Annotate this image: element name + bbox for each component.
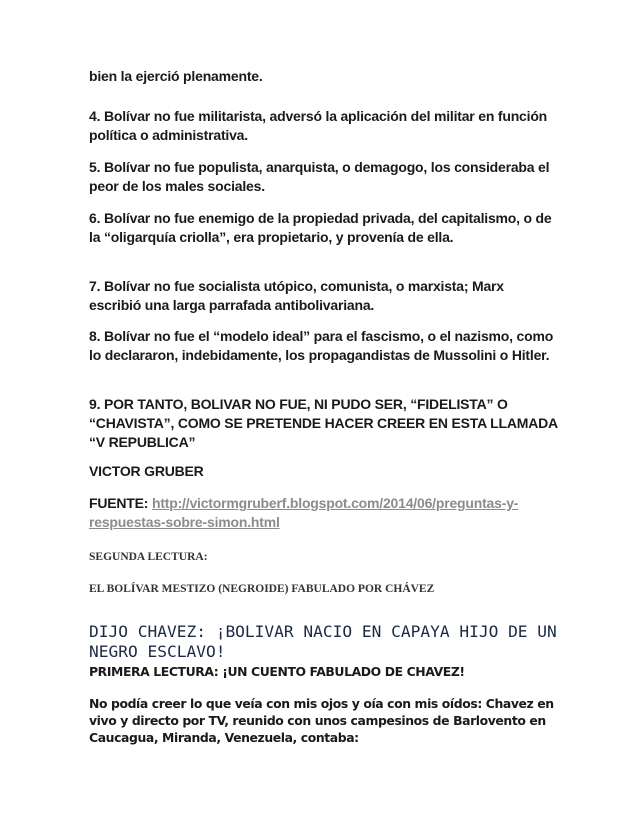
point-7-paragraph: 7. Bolívar no fue socialista utópico, comunista, o marxista; Marx escribió una larga parrafada antibolivariana. — [89, 278, 504, 313]
point-5-paragraph: 5. Bolívar no fue populista, anarquista, o demagogo, los consideraba el peor de los males sociales. — [89, 159, 550, 194]
source-link[interactable]: http://victormgruberf.blogspot.com/2014/06/preguntas-y-respuestas-sobre-simon.html — [89, 495, 519, 530]
second-reading-label: SEGUNDA LECTURA: — [89, 551, 208, 563]
source-label: FUENTE: — [89, 495, 149, 511]
point-8-paragraph: 8. Bolívar no fue el “modelo ideal” para el fascismo, o el nazismo, como lo declararon, indebidamente, los propagandistas de Mussolini o Hitler. — [89, 328, 554, 363]
point-4-paragraph: 4. Bolívar no fue militarista, adversó la aplicación del militar en función política o administrativa. — [89, 108, 548, 143]
point-6-paragraph: 6. Bolívar no fue enemigo de la propiedad privada, del capitalismo, o de la “oligarquía criolla”, era propietario, y provenía de ella. — [89, 210, 552, 245]
intro-paragraph: bien la ejerció plenamente. — [89, 68, 263, 84]
headline: DIJO CHAVEZ: ¡BOLIVAR NACIO EN CAPAYA HIJO DE UN NEGRO ESCLAVO! — [89, 622, 557, 661]
closing-paragraph: No podía creer lo que veía con mis ojos y oía con mis oídos: Chavez en vivo y directo por TV, reunido con unos campesinos de Barlovento en Caucagua, Miranda, Venezuela, contaba: — [89, 696, 554, 745]
author-name: VICTOR GRUBER — [89, 463, 204, 479]
point-9-paragraph: 9. POR TANTO, BOLIVAR NO FUE, NI PUDO SER, “FIDELISTA” O “CHAVISTA”, COMO SE PRETENDE HACER CREER EN ESTA LLAMADA “V REPUBLICA” — [89, 396, 558, 450]
second-reading-title: EL BOLÍVAR MESTIZO (NEGROIDE) FABULADO POR CHÁVEZ — [89, 583, 435, 595]
source-citation — [89, 494, 559, 532]
first-reading-title: PRIMERA LECTURA: ¡UN CUENTO FABULADO DE CHAVEZ! — [89, 664, 465, 679]
